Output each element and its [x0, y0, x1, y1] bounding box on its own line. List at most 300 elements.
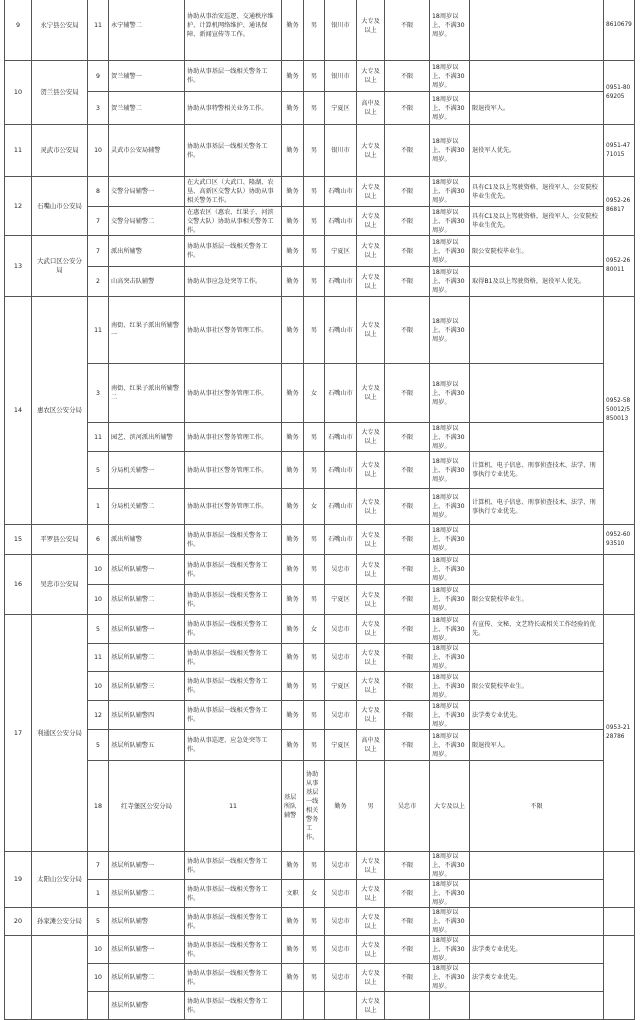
education: 大专及以上	[357, 585, 385, 615]
household-region: 宁夏区	[325, 236, 357, 267]
unit-name: 平罗县公安局	[32, 525, 88, 555]
major: 不限	[385, 730, 430, 761]
post-name: 基层所队辅警五	[109, 730, 185, 761]
education: 大专及以上	[357, 672, 385, 701]
post-type: 勤务	[282, 297, 304, 364]
recruitment-table	[4, 0, 635, 1020]
duty-desc: 协助从事基层一线相关警务工作。	[185, 585, 282, 615]
table-row	[5, 936, 635, 964]
education: 大专及以上	[357, 177, 385, 207]
household-region: 石嘴山市	[325, 207, 357, 236]
table-row	[5, 61, 635, 92]
table-row	[5, 615, 635, 644]
post-type: 勤务	[282, 489, 304, 525]
other-requirement: 限公安院校毕业生。	[470, 236, 604, 267]
contact-phone	[604, 936, 635, 1020]
post-name: 派出所辅警	[109, 525, 185, 555]
headcount: 8	[88, 177, 109, 207]
table-row	[5, 236, 635, 267]
post-type: 勤务	[282, 908, 304, 936]
household-region: 宁夏区	[325, 92, 357, 125]
gender: 男	[304, 555, 325, 585]
gender: 男	[304, 644, 325, 672]
age-requirement: 18周岁以上，不满30周岁。	[430, 236, 470, 267]
age-requirement: 18周岁以上，不满30周岁。	[430, 644, 470, 672]
age-requirement: 18周岁以上，不满30周岁。	[430, 672, 470, 701]
duty-desc: 协助从事基层一线相关警务工作。	[185, 672, 282, 701]
table-row	[5, 525, 635, 555]
major: 不限	[385, 92, 430, 125]
other-requirement	[470, 297, 604, 364]
major: 不限	[385, 615, 430, 644]
headcount: 6	[88, 525, 109, 555]
post-type	[282, 992, 304, 1020]
major: 不限	[385, 0, 430, 61]
major: 不限	[470, 761, 604, 852]
duty-desc: 协助从事基层一线相关警务工作。	[185, 61, 282, 92]
table-row	[5, 964, 635, 992]
headcount: 11	[88, 644, 109, 672]
major: 不限	[385, 297, 430, 364]
education: 高中及以上	[357, 730, 385, 761]
headcount	[88, 992, 109, 1020]
age-requirement: 18周岁以上，不满30周岁。	[430, 852, 470, 880]
post-name: 基层所队辅警一	[109, 555, 185, 585]
table-row	[5, 585, 635, 615]
education: 大专及以上	[357, 0, 385, 61]
household-region: 吴忠市	[325, 615, 357, 644]
duty-desc: 协助从事基层一线相关警务工作。	[185, 125, 282, 177]
post-name: 基层所队辅警一	[109, 615, 185, 644]
household-region: 石嘴山市	[325, 489, 357, 525]
age-requirement: 18周岁以上，不满30周岁。	[430, 423, 470, 452]
gender: 女	[304, 489, 325, 525]
age-requirement: 18周岁以上，不满30周岁。	[430, 701, 470, 730]
duty-desc: 协助从事基层一线相关警务工作。	[185, 852, 282, 880]
education: 大专及以上	[357, 964, 385, 992]
headcount: 5	[88, 452, 109, 489]
seq-number: 14	[5, 297, 32, 525]
contact-phone: 0952-2680011	[604, 236, 635, 297]
other-requirement: 法学类专业优先。	[470, 701, 604, 730]
post-type: 勤务	[282, 644, 304, 672]
other-requirement: 取得B1及以上驾驶资格，退役军人优先。	[470, 267, 604, 297]
age-requirement: 18周岁以上，不满30周岁。	[430, 177, 470, 207]
age-requirement: 18周岁以上，不满30周岁。	[430, 936, 470, 964]
major: 不限	[385, 452, 430, 489]
contact-phone: 0953-2128786	[604, 615, 635, 852]
unit-name: 石嘴山市公安局	[32, 177, 88, 236]
age-requirement: 18周岁以上，不满30周岁。	[430, 615, 470, 644]
other-requirement	[470, 992, 604, 1020]
duty-desc: 协助从事巡逻、应急处突等工作。	[185, 730, 282, 761]
major: 不限	[385, 423, 430, 452]
duty-desc: 协助从事特警相关业务工作。	[185, 92, 282, 125]
post-name: 贺兰辅警二	[109, 92, 185, 125]
household-region: 石嘴山市	[325, 525, 357, 555]
other-requirement: 法学类专业优先。	[470, 936, 604, 964]
duty-desc: 协助从事基层一线相关警务工作。	[185, 701, 282, 730]
age-requirement: 18周岁以上，不满30周岁。	[430, 489, 470, 525]
headcount: 11	[88, 0, 109, 61]
education: 高中及以上	[357, 92, 385, 125]
household-region: 吴忠市	[325, 852, 357, 880]
table-row	[5, 0, 635, 61]
duty-desc: 协助从事基层一线相关警务工作。	[185, 644, 282, 672]
education: 大专及以上	[357, 644, 385, 672]
post-name: 永宁辅警二	[109, 0, 185, 61]
seq-number: 13	[5, 236, 32, 297]
table-row	[5, 177, 635, 207]
other-requirement: 法学类专业优先。	[470, 964, 604, 992]
duty-desc: 协助从事基层一线相关警务工作。	[304, 761, 325, 852]
other-requirement	[470, 644, 604, 672]
duty-desc: 协助从事治安巡逻、交通秩序维护、计算机网络维护、通讯保障、新闻宣传等工作。	[185, 0, 282, 61]
other-requirement	[470, 555, 604, 585]
gender: 男	[304, 267, 325, 297]
table-row	[5, 555, 635, 585]
other-requirement	[470, 423, 604, 452]
contact-phone: 0952-6093510	[604, 525, 635, 555]
duty-desc: 协助从事社区警务管理工作。	[185, 297, 282, 364]
post-name: 基层所队辅警	[109, 992, 185, 1020]
gender: 男	[304, 730, 325, 761]
post-name: 园艺、滨河派出所辅警	[109, 423, 185, 452]
other-requirement	[470, 61, 604, 92]
major: 不限	[385, 364, 430, 423]
major: 不限	[385, 236, 430, 267]
unit-name: 贺兰县公安局	[32, 61, 88, 125]
education: 大专及以上	[357, 936, 385, 964]
gender: 男	[304, 125, 325, 177]
duty-desc: 协助从事基层一线相关警务工作。	[185, 525, 282, 555]
post-name: 南街、红果子派出所辅警二	[109, 364, 185, 423]
other-requirement: 退役军人优先。	[470, 125, 604, 177]
table-row	[5, 852, 635, 880]
education: 大专及以上	[357, 489, 385, 525]
seq-number: 16	[5, 555, 32, 615]
gender: 男	[304, 236, 325, 267]
table-row	[5, 452, 635, 489]
post-type: 勤务	[282, 236, 304, 267]
table-row	[5, 207, 635, 236]
age-requirement: 18周岁以上，不满30周岁。	[430, 452, 470, 489]
major: 不限	[385, 964, 430, 992]
other-requirement: 具有C1及以上驾驶资格，退役军人、公安院校毕业生优先。	[470, 207, 604, 236]
age-requirement: 18周岁以上，不满30周岁。	[430, 125, 470, 177]
major: 不限	[385, 585, 430, 615]
post-type: 勤务	[282, 207, 304, 236]
household-region: 吴忠市	[325, 908, 357, 936]
household-region: 银川市	[325, 0, 357, 61]
household-region: 石嘴山市	[325, 364, 357, 423]
post-type: 勤务	[282, 364, 304, 423]
household-region	[325, 992, 357, 1020]
major: 不限	[385, 61, 430, 92]
age-requirement: 18周岁以上，不满30周岁。	[430, 297, 470, 364]
household-region: 吴忠市	[325, 936, 357, 964]
education: 大专及以上	[357, 555, 385, 585]
major: 不限	[385, 267, 430, 297]
major: 不限	[385, 701, 430, 730]
post-name: 山高突击队辅警	[109, 267, 185, 297]
seq-number: 10	[5, 61, 32, 125]
gender: 男	[304, 525, 325, 555]
other-requirement: 计算机、电子信息、刑事侦查技术、法学、刑事执行专业优先。	[470, 489, 604, 525]
gender: 男	[304, 852, 325, 880]
household-region: 宁夏区	[325, 730, 357, 761]
major: 不限	[385, 936, 430, 964]
age-requirement: 18周岁以上，不满30周岁。	[430, 964, 470, 992]
household-region: 石嘴山市	[325, 452, 357, 489]
post-name: 基层所队辅警二	[109, 880, 185, 908]
post-name: 基层所队辅警三	[109, 672, 185, 701]
gender: 男	[304, 936, 325, 964]
post-name: 分局机关辅警一	[109, 452, 185, 489]
post-name: 基层所队辅警一	[109, 852, 185, 880]
gender: 男	[304, 452, 325, 489]
table-row	[5, 672, 635, 701]
headcount: 11	[88, 423, 109, 452]
major: 不限	[385, 177, 430, 207]
headcount: 10	[88, 672, 109, 701]
post-name: 基层所队辅警	[109, 908, 185, 936]
education: 大专及以上	[357, 207, 385, 236]
household-region: 银川市	[325, 61, 357, 92]
table-row	[5, 992, 635, 1020]
duty-desc: 协助从事基层一线相关警务工作。	[185, 236, 282, 267]
headcount: 10	[88, 555, 109, 585]
unit-name: 惠农区公安分局	[32, 297, 88, 525]
unit-name: 孙家滩公安分局	[32, 908, 88, 936]
headcount: 10	[88, 585, 109, 615]
education: 大专及以上	[357, 852, 385, 880]
major: 不限	[385, 555, 430, 585]
duty-desc: 协助从事应急处突等工作。	[185, 267, 282, 297]
post-name: 基层所队辅警二	[109, 585, 185, 615]
education: 大专及以上	[357, 880, 385, 908]
duty-desc: 协助从事基层一线相关警务工作。	[185, 908, 282, 936]
post-name: 交警分局辅警二	[109, 207, 185, 236]
major: 不限	[385, 489, 430, 525]
major: 不限	[385, 880, 430, 908]
education: 大专及以上	[357, 267, 385, 297]
unit-name: 永宁县公安局	[32, 0, 88, 61]
headcount: 10	[88, 936, 109, 964]
unit-name: 吴忠市公安局	[32, 555, 88, 615]
age-requirement: 18周岁以上，不满30周岁。	[430, 730, 470, 761]
post-name: 分局机关辅警二	[109, 489, 185, 525]
post-name: 灵武市公安局辅警	[109, 125, 185, 177]
unit-name	[32, 936, 88, 1020]
seq-number: 15	[5, 525, 32, 555]
headcount: 11	[185, 761, 282, 852]
household-region: 宁夏区	[325, 672, 357, 701]
unit-name: 大武口区公安分局	[32, 236, 88, 297]
table-row	[5, 125, 635, 177]
table-row	[5, 297, 635, 364]
gender: 女	[304, 364, 325, 423]
other-requirement: 计算机、电子信息、刑事侦查技术、法学、刑事执行专业优先。	[470, 452, 604, 489]
household-region: 银川市	[325, 125, 357, 177]
household-region: 吴忠市	[325, 964, 357, 992]
post-type: 勤务	[282, 452, 304, 489]
table-row	[5, 644, 635, 672]
table-row	[5, 701, 635, 730]
education: 大专及以上	[357, 525, 385, 555]
duty-desc: 协助从事基层一线相关警务工作。	[185, 936, 282, 964]
seq-number: 20	[5, 908, 32, 936]
duty-desc: 协助从事社区警务管理工作。	[185, 423, 282, 452]
seq-number	[5, 936, 32, 1020]
duty-desc: 协助从事基层一线相关警务工作。	[185, 880, 282, 908]
gender: 男	[304, 297, 325, 364]
other-requirement: 具有C1及以上驾驶资格，退役军人、公安院校毕业生优先。	[470, 177, 604, 207]
post-type: 勤务	[282, 615, 304, 644]
household-region: 宁夏区	[325, 585, 357, 615]
unit-name: 红寺堡区公安分局	[109, 761, 185, 852]
contact-phone: 8610679	[604, 0, 635, 61]
household-region: 石嘴山市	[325, 177, 357, 207]
education: 大专及以上	[430, 761, 470, 852]
duty-desc: 在惠农区（惠农、红果子、河滨交警大队）协助从事相关警务工作。	[185, 207, 282, 236]
age-requirement	[430, 992, 470, 1020]
unit-name: 太阳山公安分局	[32, 852, 88, 908]
duty-desc: 协助从事基层一线相关警务工作。	[185, 992, 282, 1020]
contact-phone: 0952-2686817	[604, 177, 635, 236]
unit-name: 灵武市公安局	[32, 125, 88, 177]
headcount: 3	[88, 364, 109, 423]
other-requirement: 限退役军人。	[470, 92, 604, 125]
post-name: 贺兰辅警一	[109, 61, 185, 92]
gender: 男	[357, 761, 385, 852]
post-name: 基层所队辅警	[282, 761, 304, 852]
age-requirement: 18周岁以上，不满30周岁。	[430, 525, 470, 555]
major: 不限	[385, 644, 430, 672]
headcount: 5	[88, 615, 109, 644]
gender: 男	[304, 423, 325, 452]
other-requirement	[470, 880, 604, 908]
gender: 女	[304, 880, 325, 908]
seq-number: 11	[5, 125, 32, 177]
headcount: 11	[88, 297, 109, 364]
contact-phone	[604, 908, 635, 936]
contact-phone	[604, 555, 635, 615]
post-type: 勤务	[282, 92, 304, 125]
table-row	[5, 880, 635, 908]
gender: 男	[304, 701, 325, 730]
major: 不限	[385, 125, 430, 177]
age-requirement: 18周岁以上，不满30周岁。	[430, 364, 470, 423]
post-type: 勤务	[282, 0, 304, 61]
major: 不限	[385, 207, 430, 236]
post-name: 基层所队辅警二	[109, 964, 185, 992]
table-row	[5, 761, 635, 852]
post-type: 勤务	[282, 525, 304, 555]
headcount: 5	[88, 908, 109, 936]
other-requirement	[470, 852, 604, 880]
duty-desc: 协助从事基层一线相关警务工作。	[185, 964, 282, 992]
household-region: 石嘴山市	[325, 297, 357, 364]
education: 大专及以上	[357, 364, 385, 423]
other-requirement	[470, 0, 604, 61]
post-type: 勤务	[282, 852, 304, 880]
gender	[304, 992, 325, 1020]
post-name: 南街、红果子派出所辅警一	[109, 297, 185, 364]
major: 不限	[385, 525, 430, 555]
headcount: 12	[88, 701, 109, 730]
duty-desc: 协助从事社区警务管理工作。	[185, 452, 282, 489]
headcount: 7	[88, 852, 109, 880]
headcount: 2	[88, 267, 109, 297]
headcount: 7	[88, 236, 109, 267]
duty-desc: 在大武口区（大武口、隆湖、农垦、高新区交警大队）协助从事相关警务工作。	[185, 177, 282, 207]
gender: 女	[304, 615, 325, 644]
major: 不限	[385, 908, 430, 936]
major: 不限	[385, 852, 430, 880]
post-type: 勤务	[282, 701, 304, 730]
post-type: 勤务	[282, 423, 304, 452]
table-row	[5, 364, 635, 423]
education: 大专及以上	[357, 908, 385, 936]
household-region: 吴忠市	[325, 701, 357, 730]
post-type: 勤务	[282, 555, 304, 585]
table-row	[5, 489, 635, 525]
table-row	[5, 267, 635, 297]
other-requirement	[470, 525, 604, 555]
other-requirement: 限公安院校毕业生。	[470, 585, 604, 615]
education: 大专及以上	[357, 452, 385, 489]
headcount: 5	[88, 730, 109, 761]
headcount: 1	[88, 489, 109, 525]
contact-phone	[604, 852, 635, 908]
education: 大专及以上	[357, 61, 385, 92]
contact-phone: 0952-5850012/5850013	[604, 297, 635, 525]
post-name: 基层所队辅警二	[109, 644, 185, 672]
table-row	[5, 908, 635, 936]
post-type: 勤务	[282, 964, 304, 992]
post-type: 文职	[282, 880, 304, 908]
gender: 男	[304, 177, 325, 207]
gender: 男	[304, 585, 325, 615]
duty-desc: 协助从事社区警务管理工作。	[185, 489, 282, 525]
post-type: 勤务	[282, 125, 304, 177]
gender: 男	[304, 908, 325, 936]
other-requirement: 有宣传、文秘、文艺特长或相关工作经验的优先。	[470, 615, 604, 644]
gender: 男	[304, 0, 325, 61]
headcount: 10	[88, 125, 109, 177]
post-type: 勤务	[282, 267, 304, 297]
education: 大专及以上	[357, 236, 385, 267]
seq-number: 9	[5, 0, 32, 61]
contact-phone: 0951-8069205	[604, 61, 635, 125]
household-region: 石嘴山市	[325, 423, 357, 452]
household-region: 吴忠市	[385, 761, 430, 852]
duty-desc: 协助从事基层一线相关警务工作。	[185, 615, 282, 644]
other-requirement: 限退役军人。	[470, 730, 604, 761]
other-requirement: 限公安院校毕业生。	[470, 672, 604, 701]
post-name: 基层所队辅警一	[109, 936, 185, 964]
age-requirement: 18周岁以上，不满30周岁。	[430, 207, 470, 236]
post-type: 勤务	[282, 61, 304, 92]
gender: 男	[304, 92, 325, 125]
education: 大专及以上	[357, 125, 385, 177]
seq-number: 12	[5, 177, 32, 236]
age-requirement: 18周岁以上，不满30周岁。	[430, 92, 470, 125]
post-name: 交警分局辅警一	[109, 177, 185, 207]
table-row	[5, 730, 635, 761]
age-requirement: 18周岁以上，不满30周岁。	[430, 880, 470, 908]
